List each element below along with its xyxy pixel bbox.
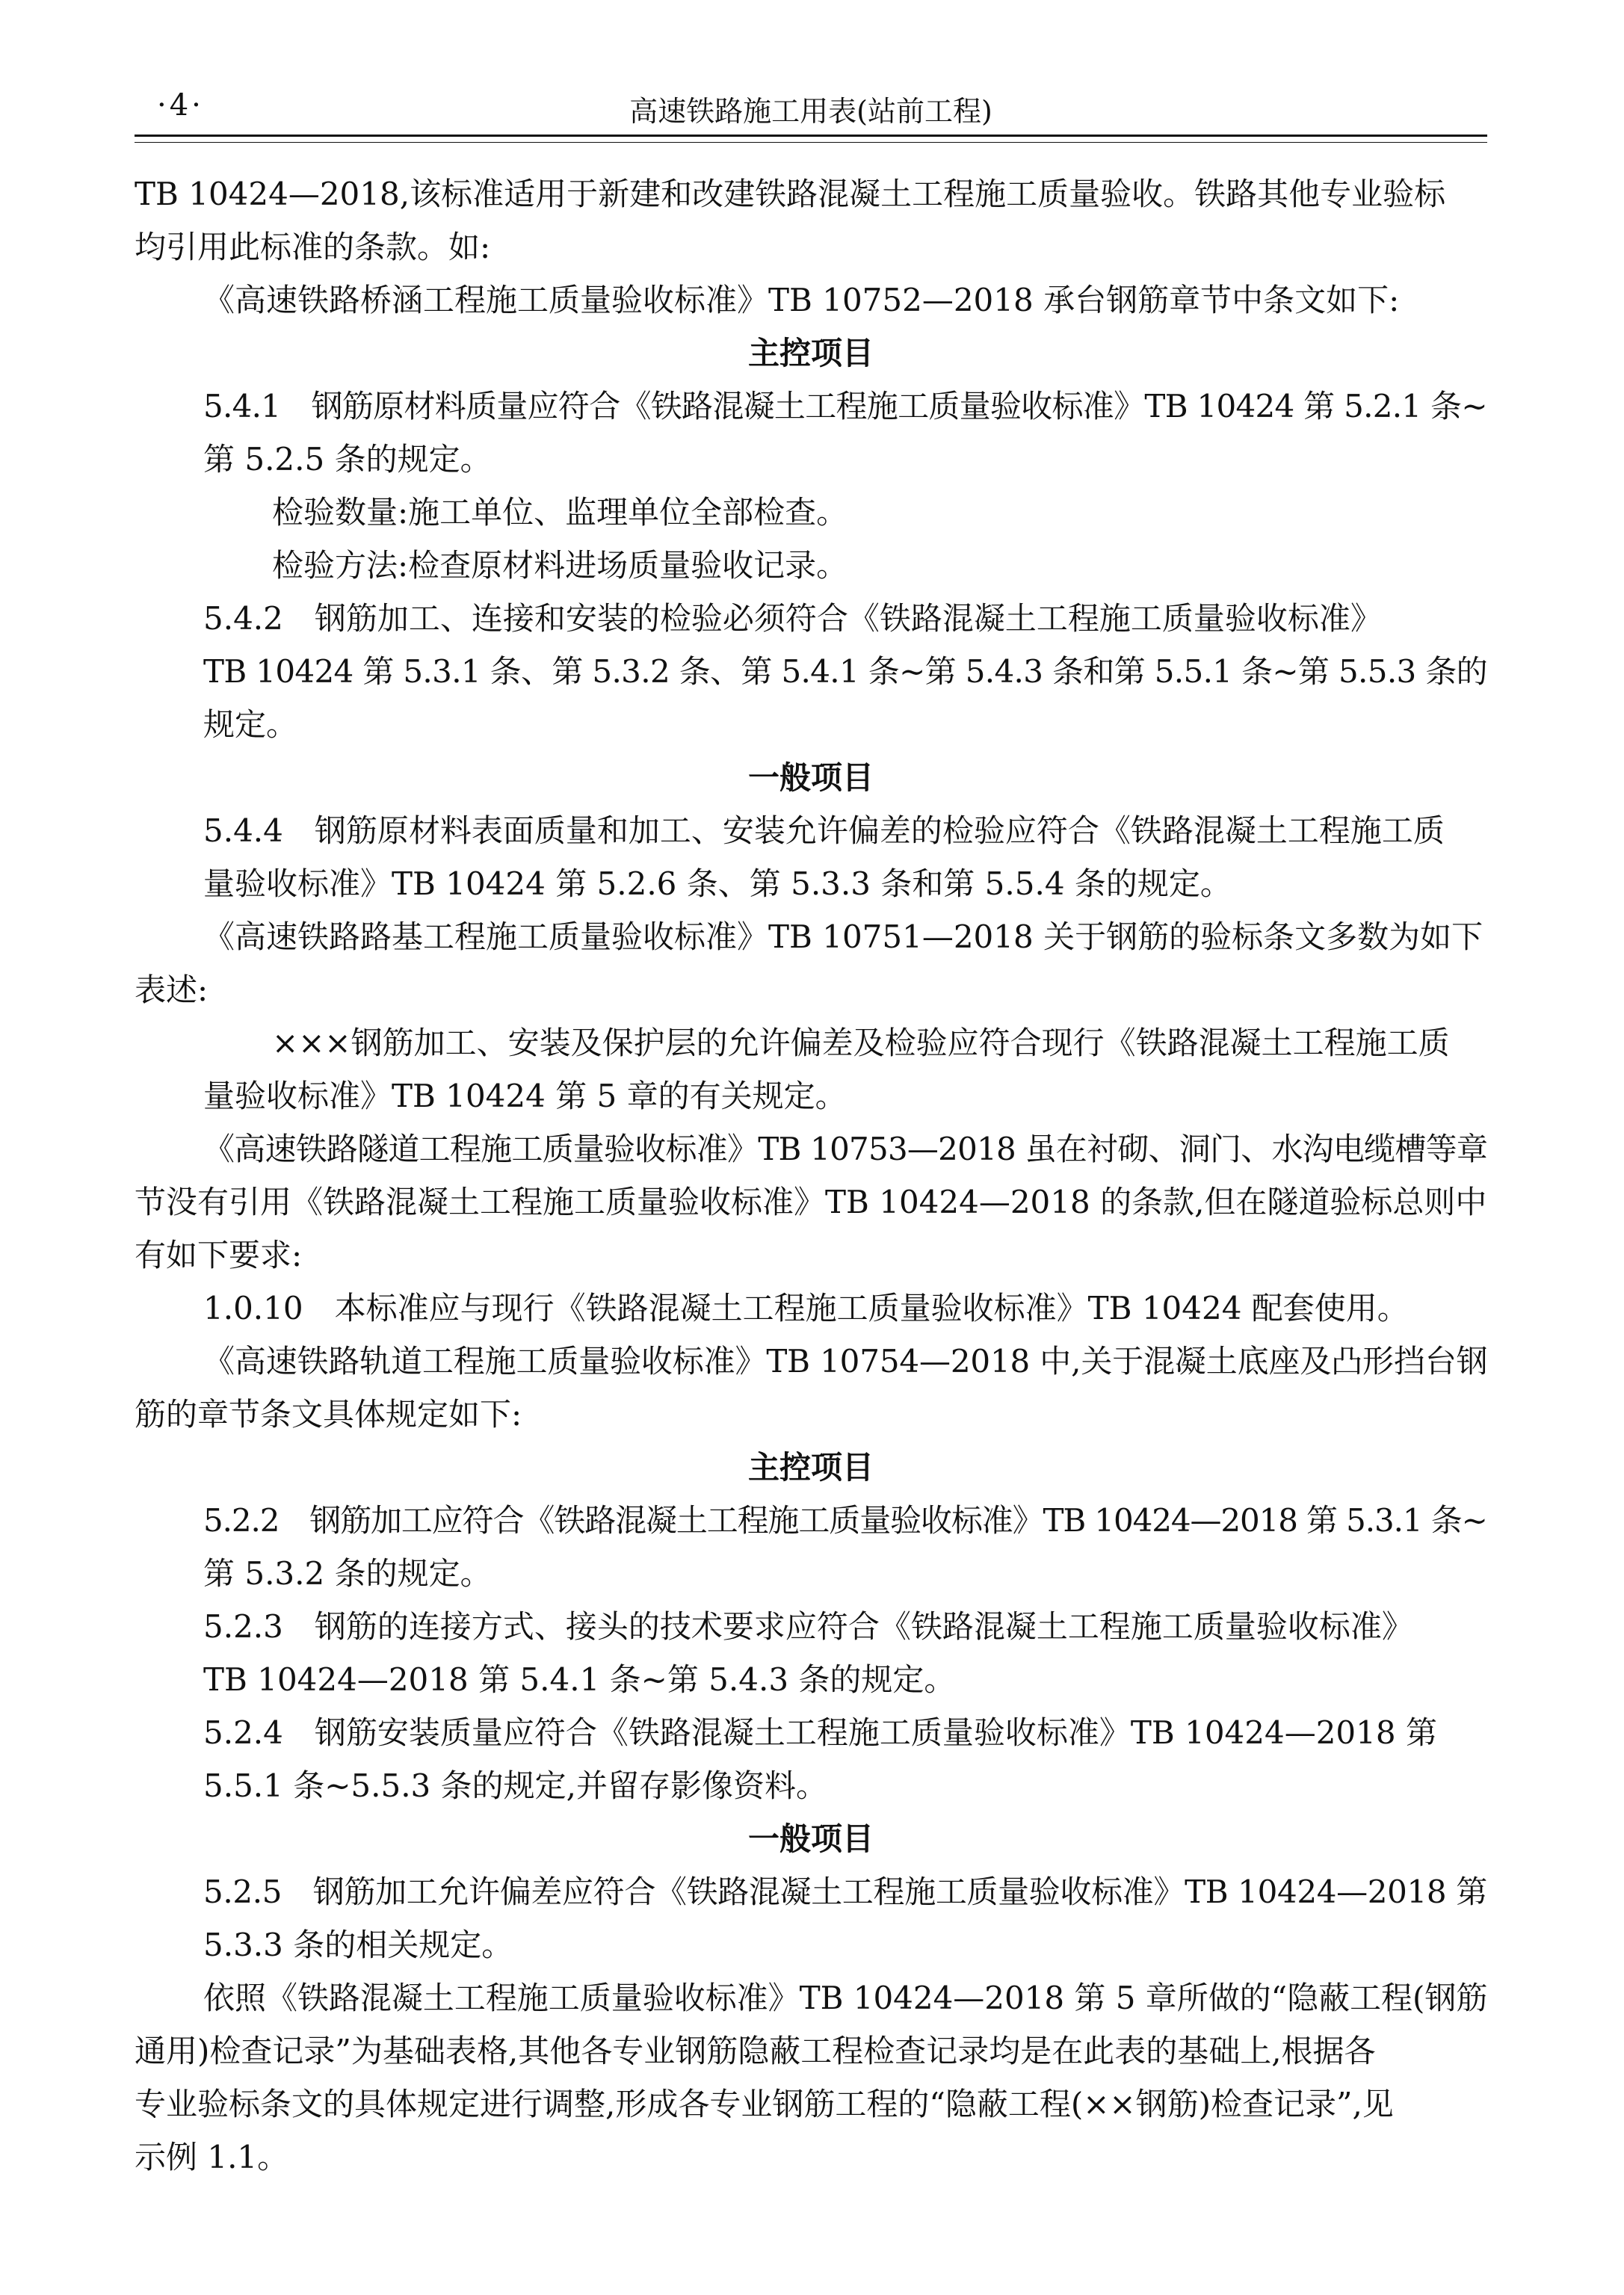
text-line: TB 10424 第 5.3.1 条、第 5.3.2 条、第 5.4.1 条~第 5.4.3 条和第 5.5.1 条~第 5.5.3 条的	[203, 653, 1487, 690]
text-line: 规定。	[203, 706, 298, 743]
page-header	[135, 88, 1487, 133]
text-line: TB 10424—2018 第 5.4.1 条~第 5.4.3 条的规定。	[203, 1661, 956, 1698]
section-heading: 主控项目	[747, 1449, 874, 1486]
text-line: 5.2.4 钢筋安装质量应符合《铁路混凝土工程施工质量验收标准》TB 10424—2018 第	[203, 1714, 1437, 1751]
header-rule-thin	[135, 142, 1487, 143]
text-line: 检验数量:施工单位、监理单位全部检查。	[272, 494, 848, 531]
text-line: 5.5.1 条~5.5.3 条的规定,并留存影像资料。	[203, 1767, 827, 1804]
document-body	[135, 167, 1487, 2184]
page-number: ·4·	[157, 88, 204, 123]
text-line: 《高速铁路路基工程施工质量验收标准》TB 10751—2018 关于钢筋的验标条文多数为如下	[203, 918, 1483, 955]
text-line: 量验收标准》TB 10424 第 5.2.6 条、第 5.3.3 条和第 5.5.4 条的规定。	[203, 865, 1232, 902]
text-line: 检验方法:检查原材料进场质量验收记录。	[272, 547, 848, 584]
text-line: 有如下要求:	[135, 1237, 303, 1273]
text-line: 1.0.10 本标准应与现行《铁路混凝土工程施工质量验收标准》TB 10424 配套使用。	[203, 1290, 1409, 1326]
text-line: 第 5.3.2 条的规定。	[203, 1555, 492, 1592]
text-line: 《高速铁路桥涵工程施工质量验收标准》TB 10752—2018 承台钢筋章节中条文如下:	[203, 282, 1400, 318]
text-line: 量验收标准》TB 10424 第 5 章的有关规定。	[203, 1078, 847, 1114]
text-line: 《高速铁路隧道工程施工质量验收标准》TB 10753—2018 虽在衬砌、洞门、水沟电缆槽等章	[203, 1131, 1488, 1167]
text-line: 第 5.2.5 条的规定。	[203, 441, 492, 478]
text-line: 专业验标条文的具体规定进行调整,形成各专业钢筋工程的“隐蔽工程(××钢筋)检查记录”,见	[135, 2086, 1394, 2122]
text-line: 依照《铁路混凝土工程施工质量验收标准》TB 10424—2018 第 5 章所做的“隐蔽工程(钢筋	[203, 1980, 1488, 2016]
text-line: TB 10424—2018,该标准适用于新建和改建铁路混凝土工程施工质量验收。铁路其他专业验标	[135, 176, 1446, 212]
text-line: 5.2.3 钢筋的连接方式、接头的技术要求应符合《铁路混凝土工程施工质量验收标准》	[203, 1608, 1413, 1645]
running-title: 高速铁路施工用表(站前工程)	[629, 95, 992, 128]
text-line: 通用)检查记录”为基础表格,其他各专业钢筋隐蔽工程检查记录均是在此表的基础上,根据各	[135, 2033, 1376, 2069]
text-line: ×××钢筋加工、安装及保护层的允许偏差及检验应符合现行《铁路混凝土工程施工质	[272, 1025, 1450, 1061]
section-heading: 主控项目	[747, 335, 874, 371]
text-line: 节没有引用《铁路混凝土工程施工质量验收标准》TB 10424—2018 的条款,但在隧道验标总则中	[135, 1184, 1487, 1220]
text-line: 5.4.1 钢筋原材料质量应符合《铁路混凝土工程施工质量验收标准》TB 10424 第 5.2.1 条~	[203, 388, 1487, 424]
header-rule-thick	[135, 135, 1487, 137]
section-heading: 一般项目	[747, 759, 874, 796]
section-heading: 一般项目	[747, 1820, 874, 1857]
text-line: 《高速铁路轨道工程施工质量验收标准》TB 10754—2018 中,关于混凝土底座及凸形挡台钢	[203, 1343, 1488, 1380]
text-line: 5.4.2 钢筋加工、连接和安装的检验必须符合《铁路混凝土工程施工质量验收标准》	[203, 600, 1382, 637]
text-line: 均引用此标准的条款。如:	[135, 229, 491, 265]
text-line: 5.4.4 钢筋原材料表面质量和加工、安装允许偏差的检验应符合《铁路混凝土工程施工质	[203, 812, 1445, 849]
text-line: 示例 1.1。	[135, 2139, 289, 2175]
text-line: 5.2.5 钢筋加工允许偏差应符合《铁路混凝土工程施工质量验收标准》TB 10424—2018 第	[203, 1874, 1487, 1910]
text-line: 5.2.2 钢筋加工应符合《铁路混凝土工程施工质量验收标准》TB 10424—2018 第 5.3.1 条~	[203, 1502, 1487, 1539]
text-line: 表述:	[135, 972, 209, 1008]
text-line: 5.3.3 条的相关规定。	[203, 1927, 513, 1963]
text-line: 筋的章节条文具体规定如下:	[135, 1396, 522, 1433]
